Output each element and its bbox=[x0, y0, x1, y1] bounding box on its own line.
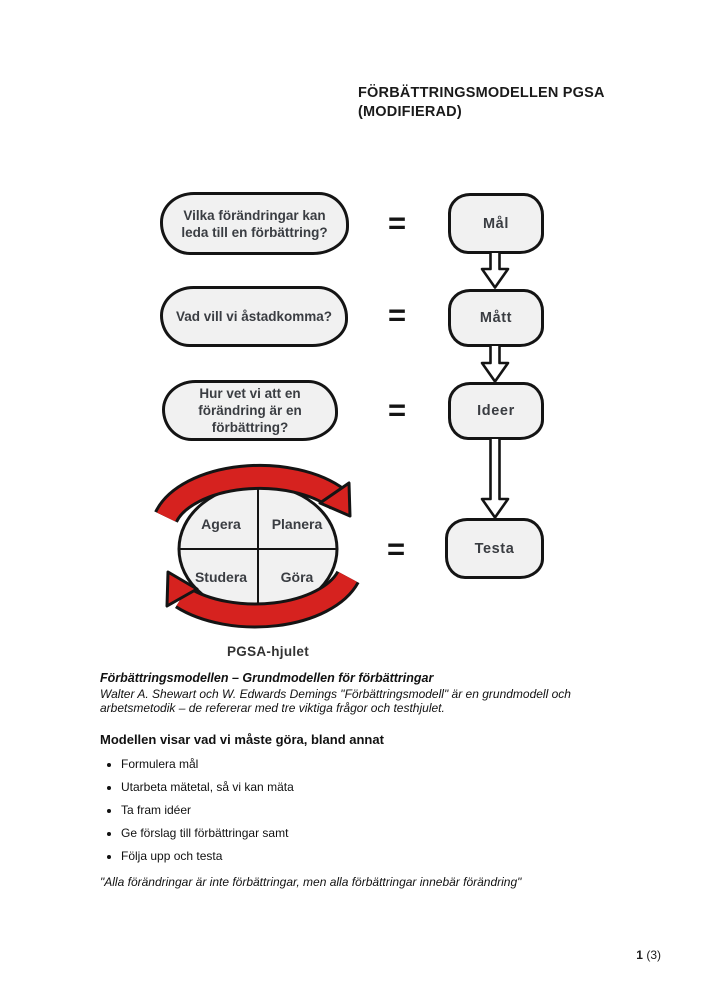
page-number-current: 1 bbox=[636, 948, 643, 962]
page-number-total: (3) bbox=[646, 948, 661, 962]
list-heading: Modellen visar vad vi måste göra, bland annat bbox=[100, 731, 384, 747]
answer-box-ideer-text: Ideer bbox=[477, 403, 515, 419]
page-title bbox=[358, 84, 605, 122]
answer-box-mal-text: Mål bbox=[483, 215, 509, 232]
wheel-quadrant-planera: Planera bbox=[271, 516, 323, 532]
down-arrow-icon-2 bbox=[478, 346, 512, 383]
question-bubble-2-text: Vad vill vi åstadkomma? bbox=[175, 309, 333, 324]
answer-box-ideer bbox=[448, 382, 544, 440]
answer-box-testa-text: Testa bbox=[474, 540, 515, 557]
wheel-caption: PGSA-hjulet bbox=[226, 644, 310, 659]
answer-box-matt bbox=[448, 289, 544, 347]
bullet-list bbox=[100, 757, 620, 864]
equals-sign-2: = bbox=[387, 297, 407, 333]
body-text-block bbox=[100, 671, 620, 901]
answer-box-matt-text: Mått bbox=[479, 310, 513, 326]
page-number bbox=[636, 948, 661, 962]
page-title-line-1: FÖRBÄTTRINGSMODELLEN PGSA bbox=[358, 85, 605, 101]
equals-sign-4: = bbox=[386, 531, 406, 567]
wheel-quadrant-studera: Studera bbox=[194, 569, 248, 585]
page-title-line-2: (MODIFIERAD) bbox=[358, 104, 462, 120]
wheel-quadrant-gora: Göra bbox=[280, 569, 314, 585]
bullet-item-5: • Följa upp och testa bbox=[121, 849, 620, 864]
equals-sign-1: = bbox=[387, 205, 407, 241]
down-arrow-icon-3 bbox=[478, 439, 512, 519]
question-bubble-1 bbox=[160, 192, 349, 255]
question-bubble-2 bbox=[160, 286, 348, 347]
question-bubble-3 bbox=[162, 380, 338, 441]
body-heading: Förbättringsmodellen – Grundmodellen för förbättringar bbox=[100, 671, 434, 685]
answer-box-testa bbox=[445, 518, 544, 579]
equals-sign-3: = bbox=[387, 392, 407, 428]
body-paragraph: Walter A. Shewart och W. Edwards Demings "Förbättringsmodell" är en grundmodell och arbetsmetodik – de refererar med tre viktiga frågor och testhjulet. bbox=[100, 686, 571, 715]
quote-text: "Alla förändringar är inte förbättringar, men alla förbättringar innebär förändring" bbox=[100, 874, 522, 889]
bullet-item-4: • Ge förslag till förbättringar samt bbox=[121, 826, 620, 841]
question-bubble-1-text: Vilka förändringar kan leda till en förbättring? bbox=[181, 207, 328, 240]
bullet-item-3: • Ta fram idéer bbox=[121, 803, 620, 818]
answer-box-mal bbox=[448, 193, 544, 254]
bullet-item-1: • Formulera mål bbox=[121, 757, 620, 772]
down-arrow-icon-1 bbox=[478, 253, 512, 289]
question-bubble-3-text: Hur vet vi att en förändring är en förbättring? bbox=[198, 386, 302, 435]
wheel-quadrant-agera: Agera bbox=[201, 516, 241, 532]
pgsa-wheel bbox=[152, 453, 367, 651]
bullet-item-2: • Utarbeta mätetal, så vi kan mäta bbox=[121, 780, 620, 795]
